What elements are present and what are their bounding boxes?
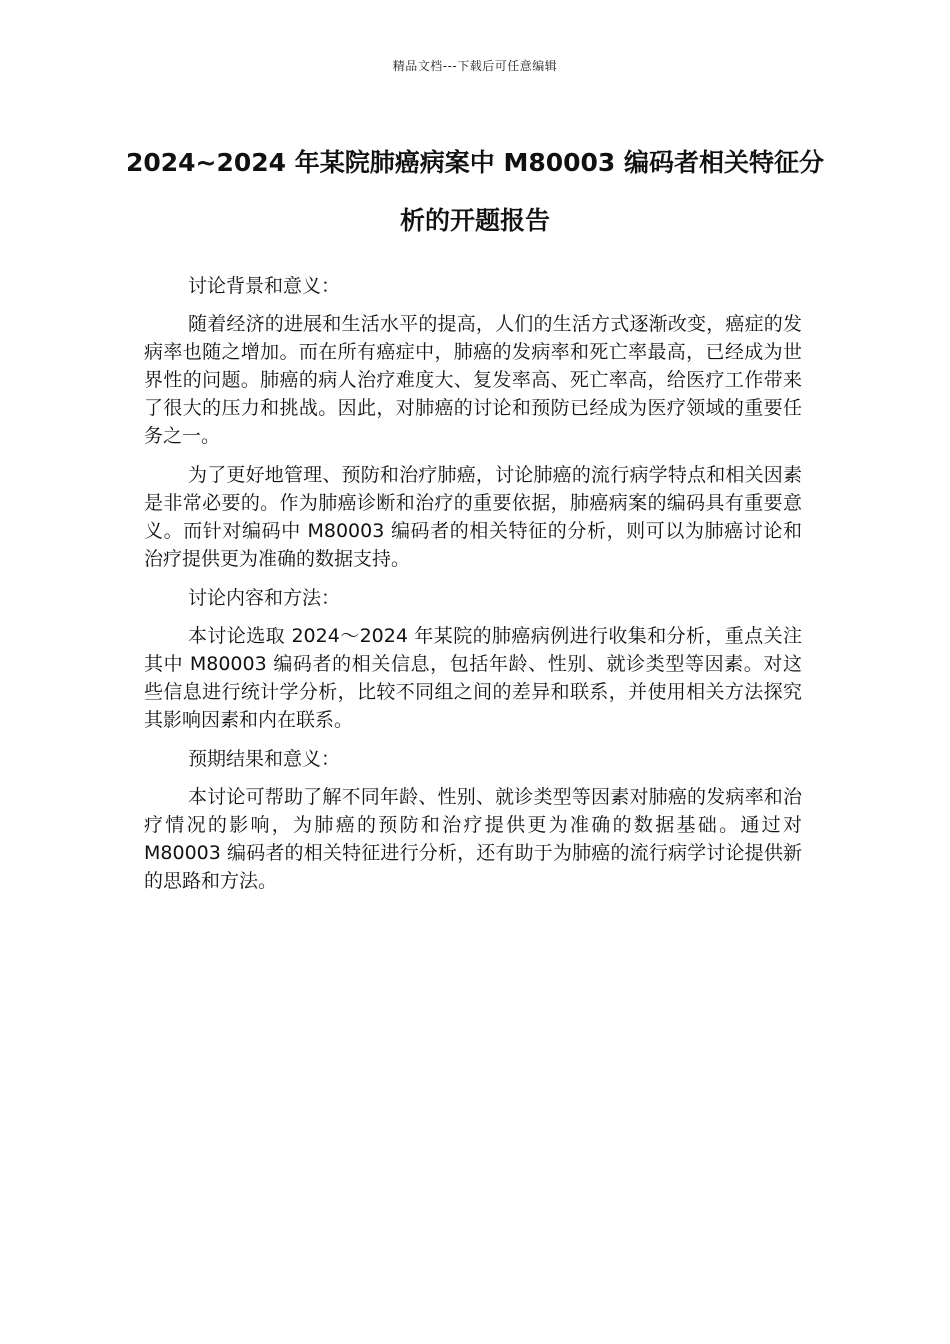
paragraph-methods: 本讨论选取 2024～2024 年某院的肺癌病例进行收集和分析，重点关注其中 M80003 编码者的相关信息，包括年龄、性别、就诊类型等因素。对这些信息进行统计学分析，比较不同组之间的差异和联系，并使用相关方法探究其影响因素和内在联系。: [144, 625, 802, 731]
paragraph-significance: 为了更好地管理、预防和治疗肺癌，讨论肺癌的流行病学特点和相关因素是非常必要的。作为肺癌诊断和治疗的重要依据，肺癌病案的编码具有重要意义。而针对编码中 M80003 编码者的相关特征的分析，则可以为肺癌讨论和治疗提供更为准确的数据支持。: [144, 464, 802, 570]
document-body: [144, 272, 802, 906]
section-heading-expected-results: 预期结果和意义：: [188, 748, 341, 770]
header-note: 精品文档---下载后可任意编辑: [392, 59, 558, 73]
document-title: 2024~2024 年某院肺癌病案中 M80003 编码者相关特征分析的开题报告: [125, 148, 825, 235]
section-heading-background: 讨论背景和意义：: [188, 275, 341, 297]
section-heading-methods: 讨论内容和方法：: [188, 587, 341, 609]
paragraph-expected-results: 本讨论可帮助了解不同年龄、性别、就诊类型等因素对肺癌的发病率和治疗情况的影响，为肺癌的预防和治疗提供更为准确的数据基础。通过对 M80003 编码者的相关特征进行分析，还有助于为肺癌的流行病学讨论提供新的思路和方法。: [144, 786, 802, 892]
paragraph-background: 随着经济的进展和生活水平的提高，人们的生活方式逐渐改变，癌症的发病率也随之增加。而在所有癌症中，肺癌的发病率和死亡率最高，已经成为世界性的问题。肺癌的病人治疗难度大、复发率高、死亡率高，给医疗工作带来了很大的压力和挑战。因此，对肺癌的讨论和预防已经成为医疗领域的重要任务之一。: [144, 313, 802, 447]
